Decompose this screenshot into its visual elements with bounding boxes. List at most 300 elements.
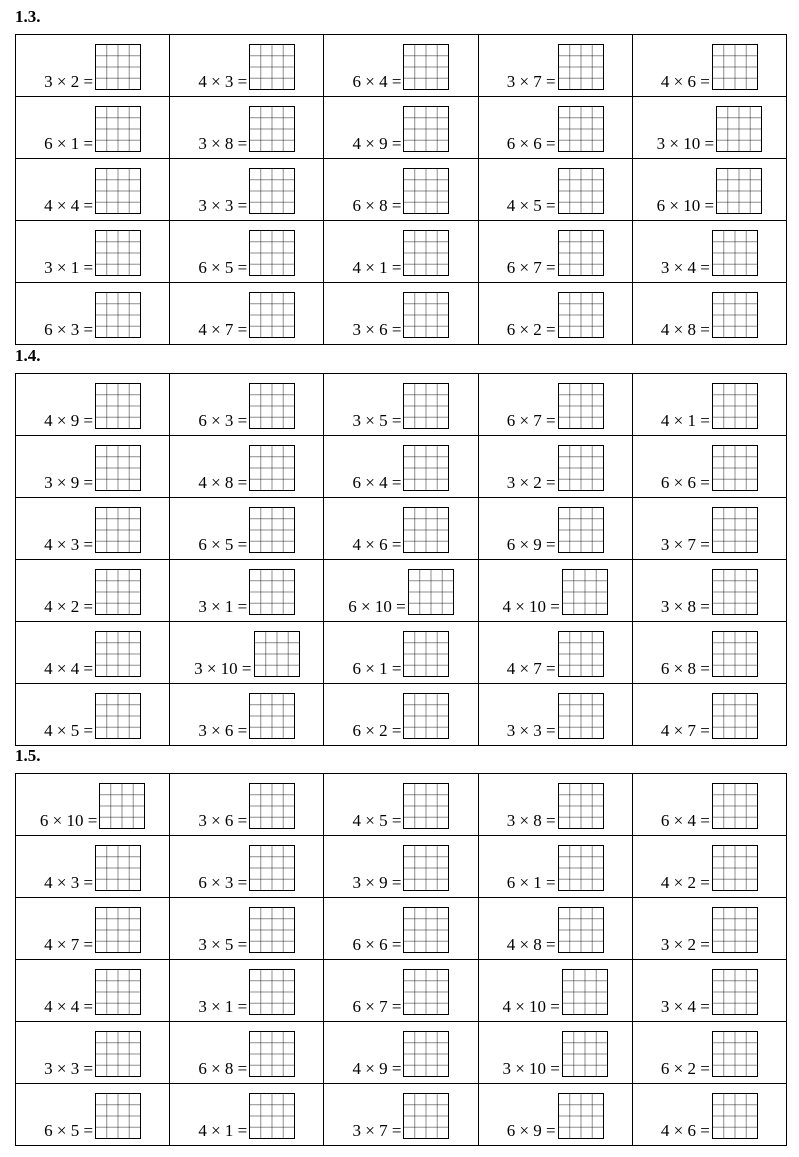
- exercise-item: [324, 783, 477, 829]
- exercise-item: [324, 569, 477, 615]
- exercise-item: [633, 1031, 786, 1077]
- answer-box[interactable]: [712, 445, 758, 491]
- answer-box[interactable]: [95, 445, 141, 491]
- answer-box[interactable]: [712, 507, 758, 553]
- answer-box[interactable]: [95, 845, 141, 891]
- multiplication-expression: 6 × 10 =: [348, 597, 406, 616]
- exercise-cell: [170, 1084, 324, 1146]
- multiplication-expression: 6 × 3 =: [198, 873, 248, 892]
- exercise-cell: [324, 498, 478, 560]
- answer-box[interactable]: [712, 783, 758, 829]
- answer-box[interactable]: [95, 569, 141, 615]
- answer-box[interactable]: [95, 507, 141, 553]
- multiplication-expression: 4 × 2 =: [44, 597, 94, 616]
- answer-box[interactable]: [558, 693, 604, 739]
- answer-box[interactable]: [712, 1093, 758, 1139]
- exercise-item: [633, 631, 786, 677]
- exercise-cell: [478, 35, 632, 97]
- exercise-item: [16, 1093, 169, 1139]
- answer-box[interactable]: [558, 783, 604, 829]
- exercise-cell: [16, 1022, 170, 1084]
- multiplication-expression: 4 × 7 =: [198, 320, 248, 339]
- exercise-cell: [16, 283, 170, 345]
- answer-box[interactable]: [95, 230, 141, 276]
- exercise-item: [633, 845, 786, 891]
- exercise-item: [479, 845, 632, 891]
- table-row: [16, 774, 787, 836]
- answer-box[interactable]: [99, 783, 145, 829]
- section-title: 1.3.: [15, 7, 41, 26]
- answer-box[interactable]: [558, 230, 604, 276]
- exercise-item: [633, 383, 786, 429]
- exercise-cell: [478, 560, 632, 622]
- multiplication-expression: 6 × 2 =: [660, 1059, 710, 1078]
- multiplication-expression: 4 × 6 =: [660, 1121, 710, 1140]
- multiplication-expression: 6 × 10 =: [39, 811, 98, 830]
- table-row: [16, 684, 787, 746]
- exercise-cell: [632, 498, 786, 560]
- answer-box[interactable]: [403, 44, 449, 90]
- exercise-cell: [632, 836, 786, 898]
- exercise-item: [324, 1093, 477, 1139]
- exercise-item: [324, 969, 477, 1015]
- exercise-cell: [170, 436, 324, 498]
- answer-box[interactable]: [558, 44, 604, 90]
- exercise-cell: [324, 684, 478, 746]
- multiplication-expression: 3 × 2 =: [506, 473, 556, 492]
- multiplication-expression: 6 × 7 =: [506, 258, 556, 277]
- answer-box[interactable]: [249, 569, 295, 615]
- exercise-cell: [632, 560, 786, 622]
- exercise-item: [479, 1093, 632, 1139]
- answer-box[interactable]: [712, 569, 758, 615]
- table-row: [16, 960, 787, 1022]
- exercise-item: [633, 292, 786, 338]
- exercise-cell: [478, 283, 632, 345]
- answer-box[interactable]: [558, 168, 604, 214]
- exercise-cell: [632, 35, 786, 97]
- exercise-item: [324, 507, 477, 553]
- multiplication-expression: 6 × 2 =: [506, 320, 556, 339]
- exercise-item: [170, 230, 323, 276]
- answer-box[interactable]: [249, 106, 295, 152]
- exercise-item: [170, 1031, 323, 1077]
- multiplication-expression: 4 × 5 =: [506, 196, 556, 215]
- exercise-item: [479, 783, 632, 829]
- multiplication-expression: 4 × 5 =: [44, 721, 94, 740]
- exercise-cell: [478, 221, 632, 283]
- answer-box[interactable]: [562, 969, 608, 1015]
- multiplication-expression: 4 × 1 =: [198, 1121, 248, 1140]
- exercise-cell: [632, 684, 786, 746]
- answer-box[interactable]: [249, 383, 295, 429]
- exercise-cell: [170, 159, 324, 221]
- multiplication-expression: 4 × 1 =: [352, 258, 402, 277]
- exercise-cell: [632, 622, 786, 684]
- answer-box[interactable]: [403, 383, 449, 429]
- exercise-cell: [632, 221, 786, 283]
- multiplication-expression: 6 × 7 =: [352, 997, 402, 1016]
- answer-box[interactable]: [95, 907, 141, 953]
- answer-box[interactable]: [712, 292, 758, 338]
- answer-box[interactable]: [712, 631, 758, 677]
- exercise-item: [479, 507, 632, 553]
- answer-box[interactable]: [249, 1093, 295, 1139]
- answer-box[interactable]: [249, 907, 295, 953]
- exercise-cell: [632, 283, 786, 345]
- answer-box[interactable]: [403, 907, 449, 953]
- answer-box[interactable]: [403, 631, 449, 677]
- exercise-cell: [16, 436, 170, 498]
- exercise-item: [16, 230, 169, 276]
- table-row: [16, 498, 787, 560]
- answer-box[interactable]: [403, 445, 449, 491]
- table-row: [16, 35, 787, 97]
- multiplication-expression: 3 × 7 =: [506, 72, 556, 91]
- exercise-cell: [170, 622, 324, 684]
- answer-box[interactable]: [712, 907, 758, 953]
- exercise-item: [170, 445, 323, 491]
- exercise-item: [170, 845, 323, 891]
- multiplication-expression: 4 × 9 =: [352, 134, 402, 153]
- answer-box[interactable]: [95, 292, 141, 338]
- multiplication-expression: 3 × 10 =: [656, 134, 715, 153]
- multiplication-expression: 6 × 1 =: [44, 134, 94, 153]
- exercise-cell: [324, 774, 478, 836]
- answer-box[interactable]: [249, 44, 295, 90]
- exercise-cell: [170, 774, 324, 836]
- answer-box[interactable]: [403, 783, 449, 829]
- multiplication-expression: 6 × 1 =: [352, 659, 402, 678]
- exercise-item: [633, 1093, 786, 1139]
- answer-box[interactable]: [558, 383, 604, 429]
- answer-box[interactable]: [403, 969, 449, 1015]
- multiplication-expression: 4 × 4 =: [44, 997, 94, 1016]
- answer-box[interactable]: [558, 631, 604, 677]
- exercise-item: [479, 631, 632, 677]
- exercise-item: [170, 631, 323, 677]
- exercise-item: [479, 1031, 632, 1077]
- exercise-cell: [170, 560, 324, 622]
- answer-box[interactable]: [95, 969, 141, 1015]
- exercise-item: [324, 383, 477, 429]
- multiplication-expression: 6 × 3 =: [198, 411, 248, 430]
- exercise-item: [479, 44, 632, 90]
- multiplication-expression: 3 × 1 =: [44, 258, 94, 277]
- exercise-item: [479, 230, 632, 276]
- answer-box[interactable]: [403, 106, 449, 152]
- multiplication-expression: 6 × 9 =: [506, 1121, 556, 1140]
- answer-box[interactable]: [249, 230, 295, 276]
- exercise-item: [479, 292, 632, 338]
- exercise-cell: [324, 436, 478, 498]
- answer-box[interactable]: [408, 569, 454, 615]
- exercise-item: [479, 106, 632, 152]
- multiplication-expression: 3 × 6 =: [352, 320, 402, 339]
- exercise-cell: [478, 97, 632, 159]
- answer-box[interactable]: [712, 969, 758, 1015]
- exercise-cell: [324, 374, 478, 436]
- answer-box[interactable]: [403, 507, 449, 553]
- exercise-cell: [478, 960, 632, 1022]
- answer-box[interactable]: [716, 168, 762, 214]
- multiplication-expression: 4 × 3 =: [44, 535, 94, 554]
- exercise-item: [170, 1093, 323, 1139]
- multiplication-expression: 3 × 8 =: [660, 597, 710, 616]
- multiplication-expression: 4 × 2 =: [660, 873, 710, 892]
- multiplication-expression: 6 × 5 =: [198, 535, 248, 554]
- answer-box[interactable]: [403, 292, 449, 338]
- exercise-item: [479, 168, 632, 214]
- exercise-item: [633, 230, 786, 276]
- exercise-cell: [324, 960, 478, 1022]
- answer-box[interactable]: [249, 1031, 295, 1077]
- exercise-cell: [324, 97, 478, 159]
- exercise-cell: [16, 622, 170, 684]
- exercise-item: [170, 507, 323, 553]
- section-title: 1.4.: [15, 346, 41, 365]
- exercise-cell: [632, 898, 786, 960]
- exercise-item: [16, 969, 169, 1015]
- answer-box[interactable]: [95, 168, 141, 214]
- multiplication-expression: 3 × 9 =: [352, 873, 402, 892]
- answer-box[interactable]: [403, 1031, 449, 1077]
- multiplication-expression: 6 × 4 =: [660, 811, 710, 830]
- exercise-item: [324, 845, 477, 891]
- exercise-item: [479, 569, 632, 615]
- table-row: [16, 374, 787, 436]
- exercise-item: [170, 693, 323, 739]
- answer-box[interactable]: [562, 1031, 608, 1077]
- exercise-cell: [324, 898, 478, 960]
- exercise-item: [479, 445, 632, 491]
- exercise-item: [324, 631, 477, 677]
- multiplication-expression: 3 × 2 =: [44, 72, 94, 91]
- exercise-item: [324, 907, 477, 953]
- multiplication-expression: 4 × 8 =: [506, 935, 556, 954]
- multiplication-expression: 6 × 4 =: [352, 473, 402, 492]
- multiplication-expression: 4 × 9 =: [352, 1059, 402, 1078]
- multiplication-expression: 4 × 7 =: [506, 659, 556, 678]
- multiplication-expression: 3 × 2 =: [660, 935, 710, 954]
- answer-box[interactable]: [558, 292, 604, 338]
- answer-box[interactable]: [249, 507, 295, 553]
- multiplication-expression: 4 × 8 =: [198, 473, 248, 492]
- exercise-cell: [478, 1084, 632, 1146]
- exercise-cell: [324, 1084, 478, 1146]
- exercise-cell: [632, 159, 786, 221]
- multiplication-expression: 4 × 4 =: [44, 196, 94, 215]
- answer-box[interactable]: [558, 445, 604, 491]
- answer-box[interactable]: [712, 693, 758, 739]
- exercise-item: [633, 44, 786, 90]
- multiplication-expression: 4 × 3 =: [44, 873, 94, 892]
- answer-box[interactable]: [95, 631, 141, 677]
- answer-box[interactable]: [558, 845, 604, 891]
- multiplication-expression: 6 × 6 =: [352, 935, 402, 954]
- answer-box[interactable]: [95, 693, 141, 739]
- exercise-item: [633, 907, 786, 953]
- exercise-item: [16, 693, 169, 739]
- exercise-cell: [16, 684, 170, 746]
- answer-box[interactable]: [403, 168, 449, 214]
- exercise-item: [479, 383, 632, 429]
- exercise-cell: [170, 684, 324, 746]
- multiplication-expression: 4 × 8 =: [660, 320, 710, 339]
- multiplication-expression: 3 × 4 =: [660, 997, 710, 1016]
- exercise-item: [170, 969, 323, 1015]
- answer-box[interactable]: [403, 693, 449, 739]
- multiplication-expression: 4 × 10 =: [502, 597, 560, 616]
- table-row: [16, 221, 787, 283]
- exercise-cell: [170, 35, 324, 97]
- exercise-cell: [16, 1084, 170, 1146]
- exercise-cell: [16, 97, 170, 159]
- answer-box[interactable]: [712, 230, 758, 276]
- multiplication-expression: 6 × 3 =: [44, 320, 94, 339]
- answer-box[interactable]: [249, 693, 295, 739]
- multiplication-expression: 6 × 6 =: [660, 473, 710, 492]
- exercise-item: [324, 693, 477, 739]
- exercise-item: [16, 168, 169, 214]
- table-row: [16, 898, 787, 960]
- answer-box[interactable]: [95, 1093, 141, 1139]
- exercise-cell: [478, 436, 632, 498]
- exercise-item: [324, 168, 477, 214]
- exercise-cell: [324, 221, 478, 283]
- answer-box[interactable]: [249, 783, 295, 829]
- answer-box[interactable]: [558, 1093, 604, 1139]
- table-row: [16, 436, 787, 498]
- answer-box[interactable]: [712, 44, 758, 90]
- table-row: [16, 836, 787, 898]
- exercise-item: [16, 631, 169, 677]
- exercise-item: [633, 783, 786, 829]
- multiplication-expression: 3 × 10 =: [502, 1059, 560, 1078]
- exercise-item: [324, 1031, 477, 1077]
- exercise-cell: [632, 960, 786, 1022]
- table-row: [16, 622, 787, 684]
- answer-box[interactable]: [558, 507, 604, 553]
- multiplication-expression: 3 × 7 =: [660, 535, 710, 554]
- multiplication-expression: 3 × 6 =: [198, 721, 248, 740]
- multiplication-expression: 3 × 5 =: [352, 411, 402, 430]
- answer-box[interactable]: [403, 1093, 449, 1139]
- answer-box[interactable]: [712, 383, 758, 429]
- exercise-item: [633, 106, 786, 152]
- table-row: [16, 1022, 787, 1084]
- answer-box[interactable]: [249, 168, 295, 214]
- exercise-item: [16, 907, 169, 953]
- exercise-cell: [478, 1022, 632, 1084]
- exercise-item: [479, 969, 632, 1015]
- exercise-cell: [632, 774, 786, 836]
- exercise-cell: [632, 374, 786, 436]
- multiplication-expression: 6 × 1 =: [506, 873, 556, 892]
- exercise-item: [170, 383, 323, 429]
- answer-box[interactable]: [249, 969, 295, 1015]
- answer-box[interactable]: [95, 44, 141, 90]
- table-row: [16, 560, 787, 622]
- multiplication-expression: 3 × 6 =: [198, 811, 248, 830]
- exercise-item: [479, 693, 632, 739]
- answer-box[interactable]: [558, 907, 604, 953]
- answer-box[interactable]: [95, 1031, 141, 1077]
- table-row: [16, 1084, 787, 1146]
- multiplication-expression: 4 × 10 =: [502, 997, 560, 1016]
- exercise-cell: [170, 283, 324, 345]
- exercise-item: [170, 44, 323, 90]
- multiplication-expression: 4 × 7 =: [44, 935, 94, 954]
- table-row: [16, 283, 787, 345]
- answer-box[interactable]: [249, 292, 295, 338]
- exercise-item: [170, 106, 323, 152]
- multiplication-expression: 3 × 7 =: [352, 1121, 402, 1140]
- answer-box[interactable]: [562, 569, 608, 615]
- exercise-item: [170, 292, 323, 338]
- exercise-item: [16, 44, 169, 90]
- multiplication-expression: 6 × 6 =: [506, 134, 556, 153]
- exercise-cell: [16, 774, 170, 836]
- exercise-cell: [16, 35, 170, 97]
- exercise-cell: [632, 1084, 786, 1146]
- multiplication-expression: 4 × 9 =: [44, 411, 94, 430]
- multiplication-expression: 4 × 6 =: [352, 535, 402, 554]
- answer-box[interactable]: [558, 106, 604, 152]
- exercise-item: [16, 292, 169, 338]
- exercise-cell: [478, 774, 632, 836]
- answer-box[interactable]: [716, 106, 762, 152]
- exercise-item: [324, 445, 477, 491]
- answer-box[interactable]: [254, 631, 300, 677]
- multiplication-expression: 4 × 5 =: [352, 811, 402, 830]
- multiplication-expression: 4 × 7 =: [660, 721, 710, 740]
- exercise-cell: [324, 159, 478, 221]
- multiplication-expression: 3 × 9 =: [44, 473, 94, 492]
- exercise-table: [15, 373, 787, 746]
- answer-box[interactable]: [95, 383, 141, 429]
- exercise-cell: [632, 1022, 786, 1084]
- table-row: [16, 97, 787, 159]
- answer-box[interactable]: [403, 845, 449, 891]
- multiplication-expression: 6 × 9 =: [506, 535, 556, 554]
- exercise-item: [633, 168, 786, 214]
- exercise-cell: [478, 374, 632, 436]
- exercise-item: [16, 445, 169, 491]
- exercise-item: [170, 569, 323, 615]
- answer-box[interactable]: [403, 230, 449, 276]
- answer-box[interactable]: [712, 1031, 758, 1077]
- exercise-cell: [16, 960, 170, 1022]
- exercise-cell: [478, 622, 632, 684]
- multiplication-expression: 3 × 3 =: [44, 1059, 94, 1078]
- multiplication-expression: 3 × 3 =: [506, 721, 556, 740]
- exercise-item: [16, 845, 169, 891]
- multiplication-expression: 6 × 7 =: [506, 411, 556, 430]
- multiplication-expression: 3 × 10 =: [194, 659, 252, 678]
- answer-box[interactable]: [249, 845, 295, 891]
- exercise-item: [170, 168, 323, 214]
- multiplication-expression: 6 × 8 =: [198, 1059, 248, 1078]
- answer-box[interactable]: [95, 106, 141, 152]
- exercise-item: [479, 907, 632, 953]
- answer-box[interactable]: [249, 445, 295, 491]
- exercise-cell: [324, 560, 478, 622]
- exercise-item: [16, 106, 169, 152]
- exercise-item: [633, 569, 786, 615]
- exercise-cell: [16, 836, 170, 898]
- answer-box[interactable]: [712, 845, 758, 891]
